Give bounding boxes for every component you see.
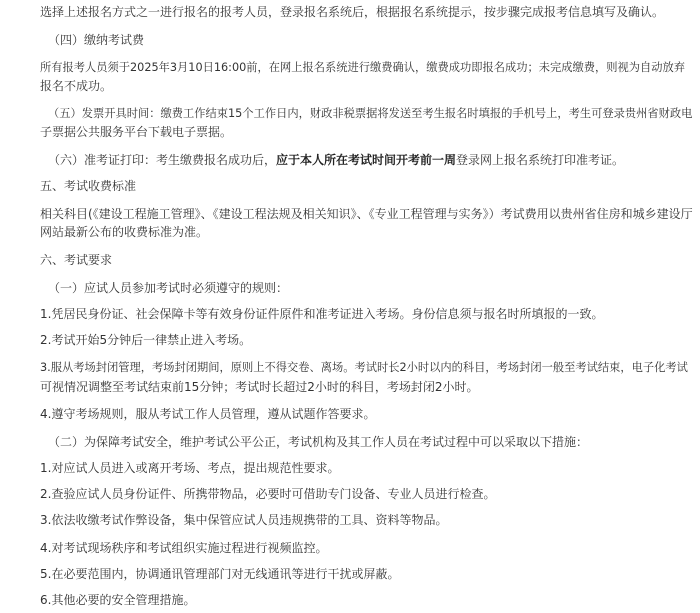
heading-rules: （一）应试人员参加考试时必须遵守的规则：: [48, 281, 289, 295]
measure-item-1: 1.对应试人员进入或离开考场、考点，提出规范性要求。: [40, 461, 340, 475]
rule-item-3-line1: 3.服从考场封闭管理，考场封闭期间，原则上不得交卷、离场。考试时长2小时以内的科目，考场封闭一般至考试结束，电子化考试: [40, 361, 688, 374]
rule-item-1: 1.凭居民身份证、社会保障卡等有效身份证件原件和准考证进入考场。身份信息须与报名时所填报的一致。: [40, 307, 604, 321]
admission-ticket-post: 登录网上报名系统打印准考证。: [456, 153, 625, 167]
measure-item-2: 2.查验应试人员身份证件、所携带物品，必要时可借助专门设备、专业人员进行检查。: [40, 487, 496, 501]
paragraph-invoice-line2: 子票据公共服务平台下载电子票据。: [40, 125, 233, 139]
heading-fee-standard: 五、考试收费标准: [40, 179, 137, 193]
paragraph-registration-instructions: 选择上述报名方式之一进行报名的报考人员，登录报名系统后，根据报名系统提示，按步骤完成报考信息填写及确认。: [40, 5, 665, 19]
paragraph-fee-standard-line2: 网站最新公布的收费标准为准。: [40, 225, 209, 239]
rule-item-3-line2: 可视情况调整至考试结束前15分钟；考试时长超过2小时的科目，考场封闭2小时。: [40, 380, 479, 394]
heading-pay-exam-fee: （四）缴纳考试费: [48, 33, 145, 47]
paragraph-fee-standard-line1: 相关科目(《建设工程施工管理》、《建设工程法规及相关知识》、《专业工程管理与实务》）考试费用以贵州省住房和城乡建设厅: [40, 207, 693, 221]
heading-exam-requirements: 六、考试要求: [40, 253, 113, 267]
paragraph-admission-ticket: [48, 149, 624, 171]
rule-item-4: 4.遵守考场规则，服从考试工作人员管理，遵从试题作答要求。: [40, 407, 376, 421]
measure-item-6: 6.其他必要的安全管理措施。: [40, 593, 196, 607]
admission-ticket-emphasis: 应于本人所在考试时间开考前一周: [276, 153, 457, 167]
paragraph-payment-deadline-line2: 报名不成功。: [40, 79, 113, 93]
heading-security-measures: （二）为保障考试安全，维护考试公平公正，考试机构及其工作人员在考试过程中可以采取以下措施：: [48, 435, 589, 449]
measure-item-3: 3.依法收缴考试作弊设备，集中保管应试人员违规携带的工具、资料等物品。: [40, 513, 448, 527]
measure-item-4: 4.对考试现场秩序和考试组织实施过程进行视频监控。: [40, 541, 328, 555]
paragraph-invoice-line1: （五）发票开具时间：缴费工作结束15个工作日内，财政非税票据将发送至考生报名时填报的手机号上，考生可登录贵州省财政电: [48, 107, 693, 120]
measure-item-5: 5.在必要范围内，协调通讯管理部门对无线通讯等进行干扰或屏蔽。: [40, 567, 400, 581]
paragraph-payment-deadline-line1: 所有报考人员须于2025年3月10日16:00前，在网上报名系统进行缴费确认，缴费成功即报名成功；未完成缴费，则视为自动放弃: [40, 61, 686, 74]
rule-item-2: 2.考试开始5分钟后一律禁止进入考场。: [40, 333, 252, 347]
admission-ticket-pre: （六）准考证打印：考生缴费报名成功后，: [48, 153, 277, 167]
